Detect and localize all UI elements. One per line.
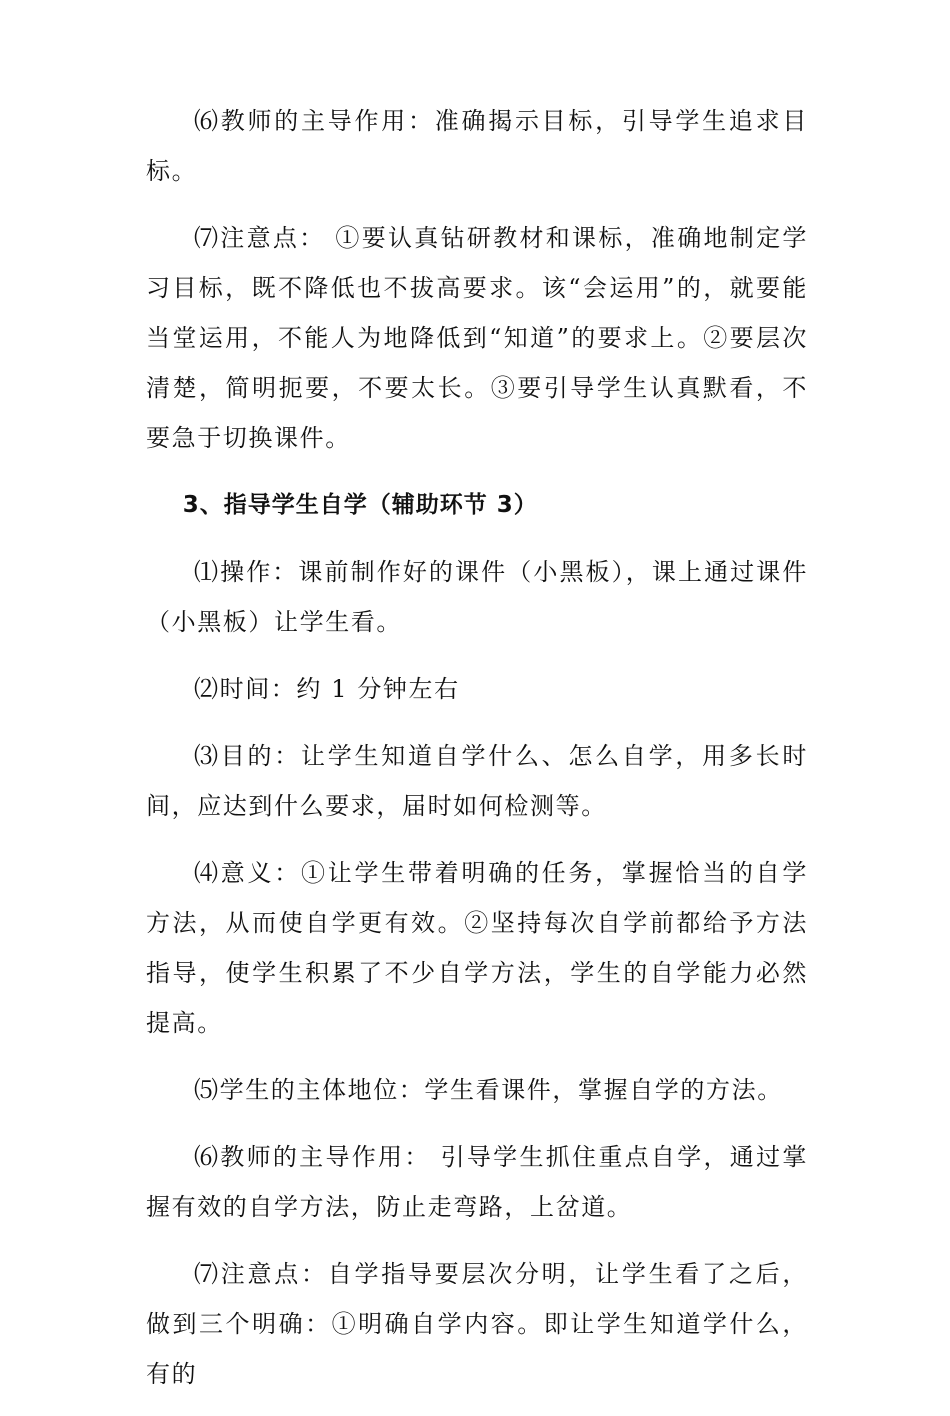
paragraph-notes-2: ⑺注意点：自学指导要层次分明，让学生看了之后，做到三个明确：①明确自学内容。即让学生知道学什么，有的: [146, 1260, 808, 1388]
paragraph-notes-1: ⑺注意点： ①要认真钻研教材和课标，准确地制定学习目标，既不降低也不拔高要求。该“会运用”的，就要能当堂运用，不能人为地降低到“知道”的要求上。②要层次清楚，简明扼要，不要太长。③要引导学生认真默看，不要急于切换课件。: [146, 224, 808, 452]
document-body: [146, 96, 808, 1416]
paragraph-teacher-role-1: ⑹教师的主导作用：准确揭示目标，引导学生追求目标。: [146, 107, 808, 185]
paragraph-teacher-role-2: ⑹教师的主导作用： 引导学生抓住重点自学，通过掌握有效的自学方法，防止走弯路，上岔道。: [146, 1143, 808, 1221]
section-heading: 3、指导学生自学（辅助环节 3）: [182, 492, 538, 518]
paragraph-significance: ⑷意义：①让学生带着明确的任务，掌握恰当的自学方法，从而使自学更有效。②坚持每次自学前都给予方法指导，使学生积累了不少自学方法，学生的自学能力必然提高。: [146, 859, 808, 1037]
paragraph-time: ⑵时间：约 1 分钟左右: [194, 675, 460, 703]
paragraph-student-role: ⑸学生的主体地位：学生看课件，掌握自学的方法。: [194, 1076, 783, 1104]
paragraph-purpose: ⑶目的：让学生知道自学什么、怎么自学，用多长时间，应达到什么要求，届时如何检测等。: [146, 742, 808, 820]
paragraph-operation: ⑴操作：课前制作好的课件（小黑板），课上通过课件（小黑板）让学生看。: [146, 558, 808, 636]
